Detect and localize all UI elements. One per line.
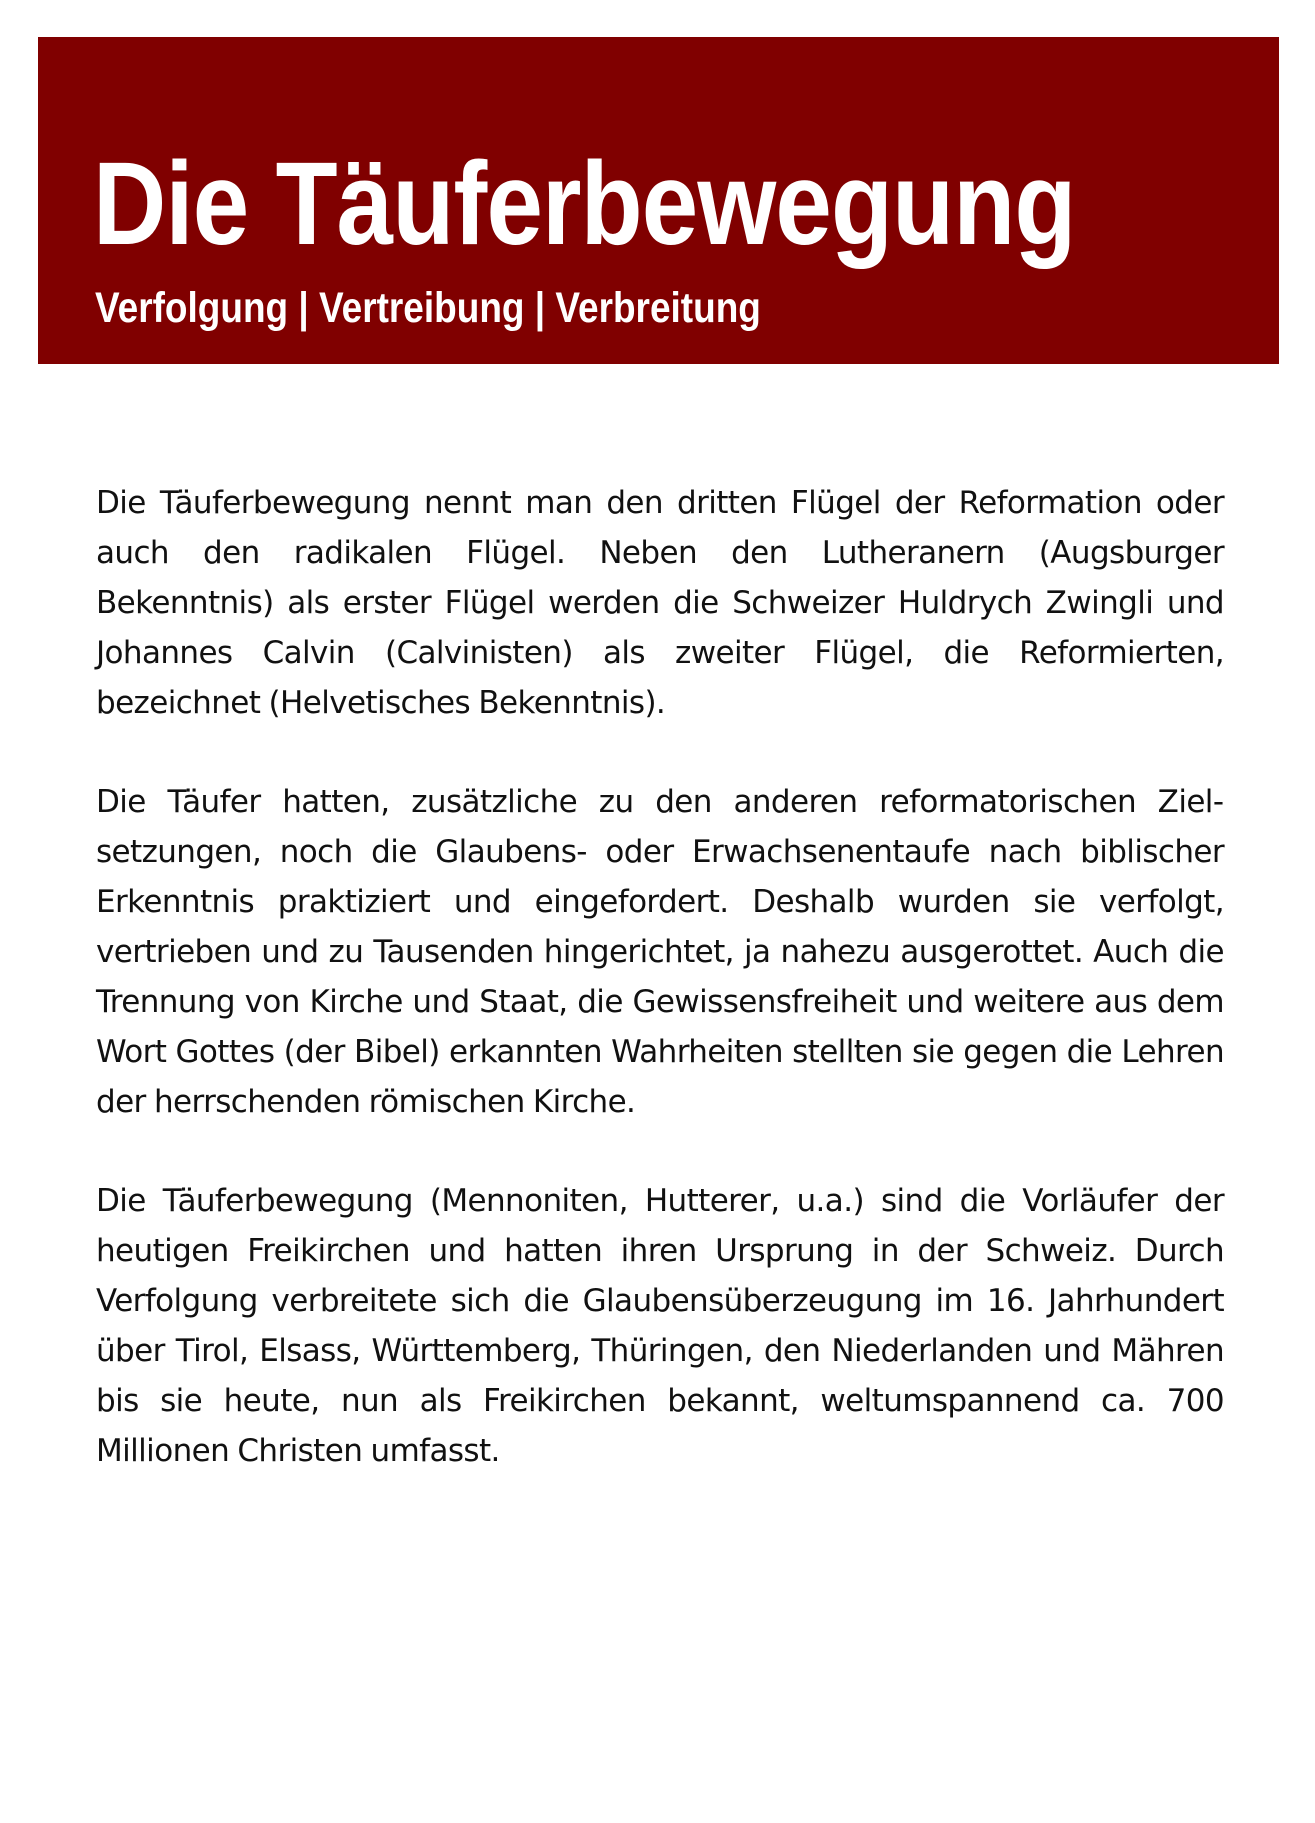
paragraph-intro: Die Täuferbewegung nennt man den dritten Flügel der Reformation oder auch den radikalen Flügel. Neben den Lutheranern (Augsburger Bekenntnis) als erster Flügel werden die Schweizer Huldrych Zwingli und Johannes Calvin (Calvinisten) als zweiter Flügel, die Reformierten, bezeichnet (Helvetisches Bekenntnis).	[96, 485, 1224, 721]
paragraph-persecution: Die Täufer hatten, zusätzliche zu den anderen reformatorischen Zielsetzungen, noch die Glaubens- oder Erwachsenentaufe nach biblischer Erkenntnis praktiziert und eingefordert. Deshalb wurden sie verfolgt, vertrieben und zu Tausenden hingerichtet, ja nahezu ausgerottet. Auch die Trennung von Kirche und Staat, die Gewissensfreiheit und weitere aus dem Wort Gottes (der Bibel) erkannten Wahrheiten stellten sie gegen die Lehren der herrschenden römischen Kirche.	[96, 784, 1224, 1120]
page-subtitle: Verfolgung | Vertreibung | Verbreitung	[95, 284, 761, 332]
body-text	[96, 478, 1224, 1525]
title-banner	[38, 37, 1279, 364]
paragraph-spread: Die Täuferbewegung (Mennoniten, Hutterer, u.a.) sind die Vorläufer der heutigen Freikirchen und hatten ihren Ursprung in der Schweiz. Durch Verfolgung verbreitete sich die Glaubensüberzeugung im 16. Jahrhundert über Tirol, Elsass, Württemberg, Thüringen, den Niederlanden und Mähren bis sie heute, nun als Freikirchen bekannt, weltumspannend ca. 700 Millionen Christen umfasst.	[96, 1183, 1224, 1469]
page-title: Die Täuferbewegung	[93, 138, 1076, 270]
